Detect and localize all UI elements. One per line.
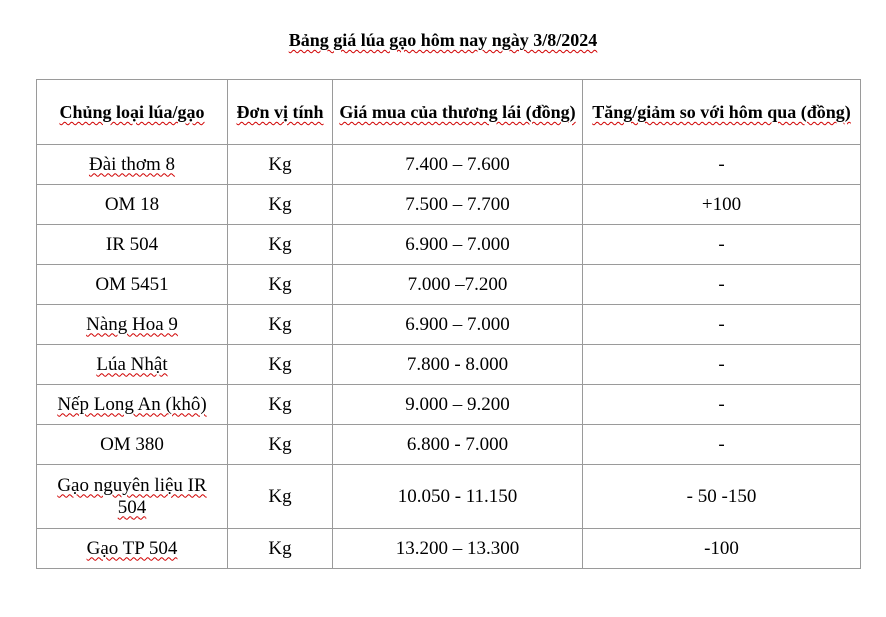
cell-rice-type: Đài thơm 8	[37, 145, 228, 185]
table-row	[37, 385, 861, 425]
cell-rice-type: Nếp Long An (khô)	[37, 385, 228, 425]
cell-price: 6.800 - 7.000	[333, 425, 583, 465]
cell-unit: Kg	[228, 465, 333, 529]
cell-unit: Kg	[228, 185, 333, 225]
cell-unit: Kg	[228, 225, 333, 265]
cell-price: 6.900 – 7.000	[333, 225, 583, 265]
cell-price: 9.000 – 9.200	[333, 385, 583, 425]
cell-change: -	[583, 385, 861, 425]
table-row	[37, 529, 861, 569]
table-row	[37, 465, 861, 529]
cell-price: 6.900 – 7.000	[333, 305, 583, 345]
cell-unit: Kg	[228, 425, 333, 465]
cell-price: 13.200 – 13.300	[333, 529, 583, 569]
cell-change: -	[583, 265, 861, 305]
cell-change: +100	[583, 185, 861, 225]
header-change: Tăng/giảm so với hôm qua (đồng)	[583, 80, 861, 145]
cell-change: - 50 -150	[583, 465, 861, 529]
cell-change: -	[583, 425, 861, 465]
cell-unit: Kg	[228, 345, 333, 385]
header-unit: Đơn vị tính	[228, 80, 333, 145]
cell-price: 7.800 - 8.000	[333, 345, 583, 385]
cell-rice-type: OM 380	[37, 425, 228, 465]
cell-rice-type: Lúa Nhật	[37, 345, 228, 385]
cell-rice-type: IR 504	[37, 225, 228, 265]
cell-rice-type: OM 18	[37, 185, 228, 225]
cell-unit: Kg	[228, 385, 333, 425]
cell-change: -100	[583, 529, 861, 569]
header-trader-price: Giá mua của thương lái (đồng)	[333, 80, 583, 145]
cell-unit: Kg	[228, 265, 333, 305]
cell-change: -	[583, 305, 861, 345]
cell-price: 7.000 –7.200	[333, 265, 583, 305]
table-row	[37, 305, 861, 345]
cell-change: -	[583, 225, 861, 265]
header-rice-type: Chủng loại lúa/gạo	[37, 80, 228, 145]
cell-price: 7.500 – 7.700	[333, 185, 583, 225]
cell-unit: Kg	[228, 305, 333, 345]
cell-change: -	[583, 145, 861, 185]
cell-rice-type: Nàng Hoa 9	[37, 305, 228, 345]
table-row	[37, 345, 861, 385]
cell-unit: Kg	[228, 529, 333, 569]
cell-unit: Kg	[228, 145, 333, 185]
cell-rice-type: OM 5451	[37, 265, 228, 305]
table-row	[37, 185, 861, 225]
rice-price-table	[36, 79, 861, 569]
cell-rice-type: Gạo TP 504	[37, 529, 228, 569]
table-row	[37, 145, 861, 185]
table-row	[37, 265, 861, 305]
table-row	[37, 425, 861, 465]
table-header-row	[37, 80, 861, 145]
document-title: Bảng giá lúa gạo hôm nay ngày 3/8/2024	[288, 30, 598, 50]
cell-price: 10.050 - 11.150	[333, 465, 583, 529]
table-row	[37, 225, 861, 265]
cell-rice-type: Gạo nguyên liệu IR 504	[37, 465, 228, 529]
cell-price: 7.400 – 7.600	[333, 145, 583, 185]
cell-change: -	[583, 345, 861, 385]
